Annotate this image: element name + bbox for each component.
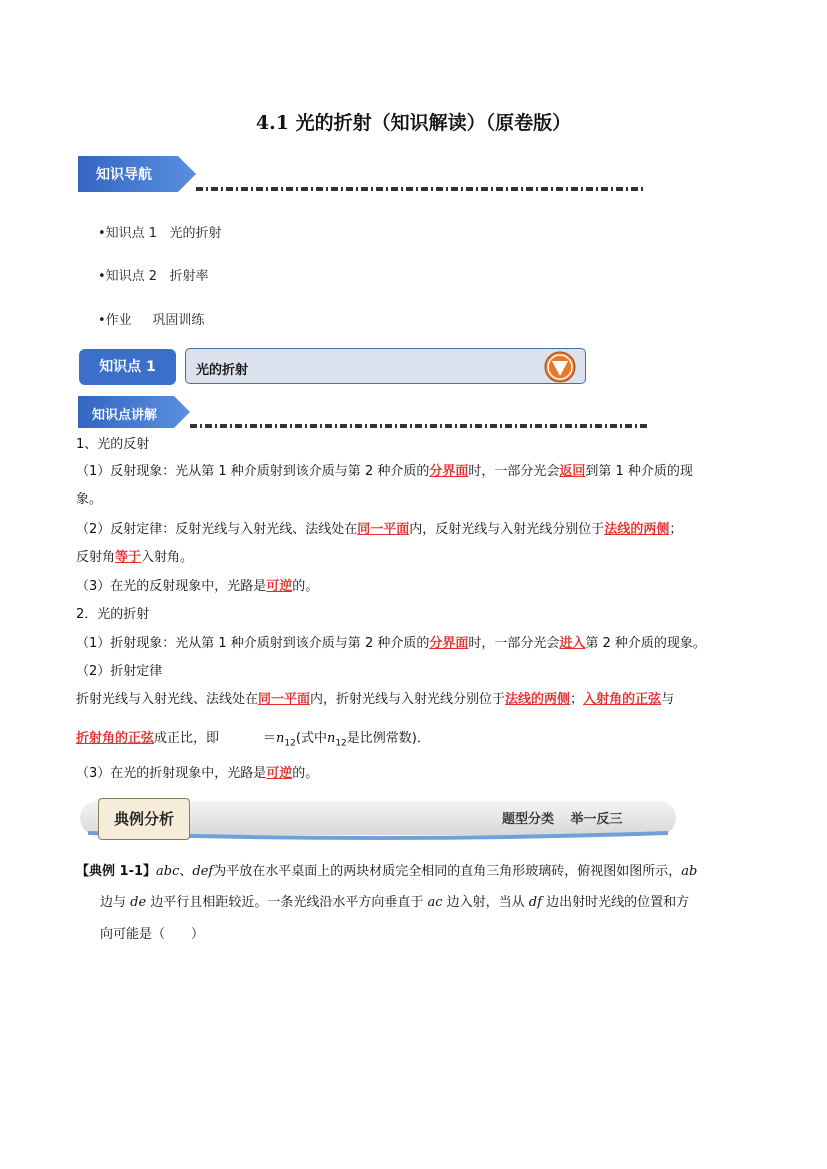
bullet: • bbox=[98, 313, 106, 328]
down-triangle-icon[interactable] bbox=[544, 351, 576, 383]
nav-item[interactable] bbox=[98, 222, 222, 241]
keyword: 可逆 bbox=[266, 579, 293, 594]
paragraph: 反射角等于入射角。 bbox=[76, 550, 194, 565]
keyword: 等于 bbox=[115, 550, 142, 565]
keyword: 同一平面 bbox=[258, 692, 311, 707]
nav-item-topic: 光的折射 bbox=[169, 226, 222, 241]
nav-item-label: 知识点 2 bbox=[105, 269, 158, 284]
keyword: 分界面 bbox=[429, 464, 469, 479]
dashed-divider bbox=[190, 424, 650, 428]
keyword: 入射角的正弦 bbox=[583, 692, 662, 707]
keyword: 返回 bbox=[559, 464, 586, 479]
nav-banner-label: 知识导航 bbox=[96, 167, 152, 183]
example-paragraph: 向可能是（ ） bbox=[100, 927, 205, 942]
nav-item-label: 作业 bbox=[105, 313, 132, 328]
nav-item-topic: 折射率 bbox=[169, 269, 209, 284]
section-heading: 2．光的折射 bbox=[76, 607, 150, 622]
example-tab: 典例分析 bbox=[98, 798, 190, 840]
paragraph: （2）反射定律：反射光线与入射光线、法线处在同一平面内，反射光线与入射光线分别位于法线的两侧； bbox=[76, 522, 683, 537]
bullet: • bbox=[98, 226, 106, 241]
paragraph: （3）在光的反射现象中，光路是可逆的。 bbox=[76, 579, 319, 594]
example-paragraph: 边与 de 边平行且相距较近。一条光线沿水平方向垂直于 ac 边入射，当从 df 边出射时光线的位置和方 bbox=[100, 895, 690, 910]
keyword: 折射角的正弦 bbox=[76, 731, 155, 746]
paragraph: 折射角的正弦成正比，即 $=n_{12}$(式中$n_{12}$是比例常数)． bbox=[76, 731, 430, 749]
dashed-divider bbox=[196, 187, 644, 191]
example-band-subtitle: 题型分类 举一反三 bbox=[502, 812, 623, 827]
paragraph: 折射光线与入射光线、法线处在同一平面内，折射光线与入射光线分别位于法线的两侧；入射角的正弦与 bbox=[76, 692, 675, 707]
explain-banner-label: 知识点讲解 bbox=[92, 408, 158, 423]
knowledge-point-topic: 光的折射 bbox=[196, 363, 249, 378]
keyword: 法线的两侧 bbox=[604, 522, 670, 537]
paragraph: （1）折射现象：光从第 1 种介质射到该介质与第 2 种介质的分界面时，一部分光会进入第 2 种介质的现象。 bbox=[76, 636, 706, 651]
paragraph: （2）折射定律 bbox=[76, 664, 163, 679]
knowledge-point-label: 知识点 1 bbox=[79, 349, 176, 385]
nav-item[interactable] bbox=[98, 265, 209, 284]
keyword: 同一平面 bbox=[357, 522, 410, 537]
paragraph: 象。 bbox=[76, 492, 103, 507]
example-paragraph: 【典例 1-1】abc、def为平放在水平桌面上的两块材质完全相同的直角三角形玻璃砖，俯视图如图所示，ab bbox=[76, 864, 698, 879]
bullet: • bbox=[98, 269, 106, 284]
keyword: 进入 bbox=[559, 636, 586, 651]
nav-item[interactable] bbox=[98, 309, 204, 328]
paragraph: （3）在光的折射现象中，光路是可逆的。 bbox=[76, 766, 319, 781]
nav-item-label: 知识点 1 bbox=[105, 226, 158, 241]
paragraph: （1）反射现象：光从第 1 种介质射到该介质与第 2 种介质的分界面时，一部分光会返回到第 1 种介质的现 bbox=[76, 464, 693, 479]
keyword: 法线的两侧 bbox=[505, 692, 571, 707]
nav-item-topic: 巩固训练 bbox=[152, 313, 205, 328]
keyword: 分界面 bbox=[429, 636, 469, 651]
page-title: 4.1 光的折射（知识解读）（原卷版） bbox=[255, 112, 572, 134]
section-heading: 1、光的反射 bbox=[76, 437, 150, 452]
keyword: 可逆 bbox=[266, 766, 293, 781]
